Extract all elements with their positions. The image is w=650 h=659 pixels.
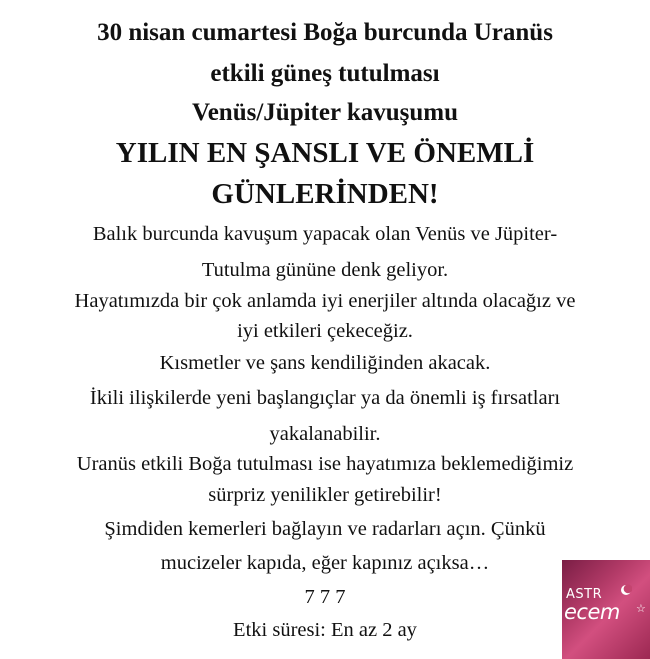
body-line: yakalanabilir. — [269, 423, 381, 445]
heading-line-1: 30 nisan cumartesi Boğa burcunda Uranüs — [97, 19, 553, 46]
logo-top-text: ASTR — [566, 587, 603, 602]
body-line: Tutulma gününe denk geliyor. — [201, 259, 449, 281]
body-line: Kısmetler ve şans kendiliğinden akacak. — [159, 352, 491, 374]
star-icon: ☆ — [636, 602, 646, 615]
body-line: Balık burcunda kavuşum yapacak olan Venüs ve Jüpiter- — [92, 223, 558, 245]
body-line: İkili ilişkilerde yeni başlangıçlar ya da önemli iş fırsatları — [89, 387, 561, 409]
body-line: Hayatımızda bir çok anlamda iyi enerjiler altında olacağız ve — [74, 290, 576, 312]
heading-line-3: Venüs/Jüpiter kavuşumu — [191, 99, 459, 126]
body-line: Etki süresi: En az 2 ay — [233, 619, 417, 641]
body-line: Şimdiden kemerleri bağlayın ve radarları açın. Çünkü — [104, 518, 546, 540]
heading-line-2: etkili güneş tutulması — [210, 60, 440, 87]
body-line: 7 7 7 — [304, 586, 346, 608]
logo-bottom-text: ecem — [564, 600, 620, 624]
crescent-moon-icon — [620, 584, 632, 596]
body-line: Uranüs etkili Boğa tutulması ise hayatımıza beklemediğimiz — [76, 453, 574, 475]
body-line: iyi etkileri çekeceğiz. — [237, 320, 413, 342]
body-line: sürpriz yenilikler getirebilir! — [208, 484, 442, 506]
astroecem-logo — [562, 560, 650, 659]
body-line: mucizeler kapıda, eğer kapınız açıksa… — [160, 552, 490, 574]
heading-line-4: YILIN EN ŞANSLI VE ÖNEMLİ — [115, 137, 535, 169]
heading-line-5: GÜNLERİNDEN! — [211, 178, 439, 210]
